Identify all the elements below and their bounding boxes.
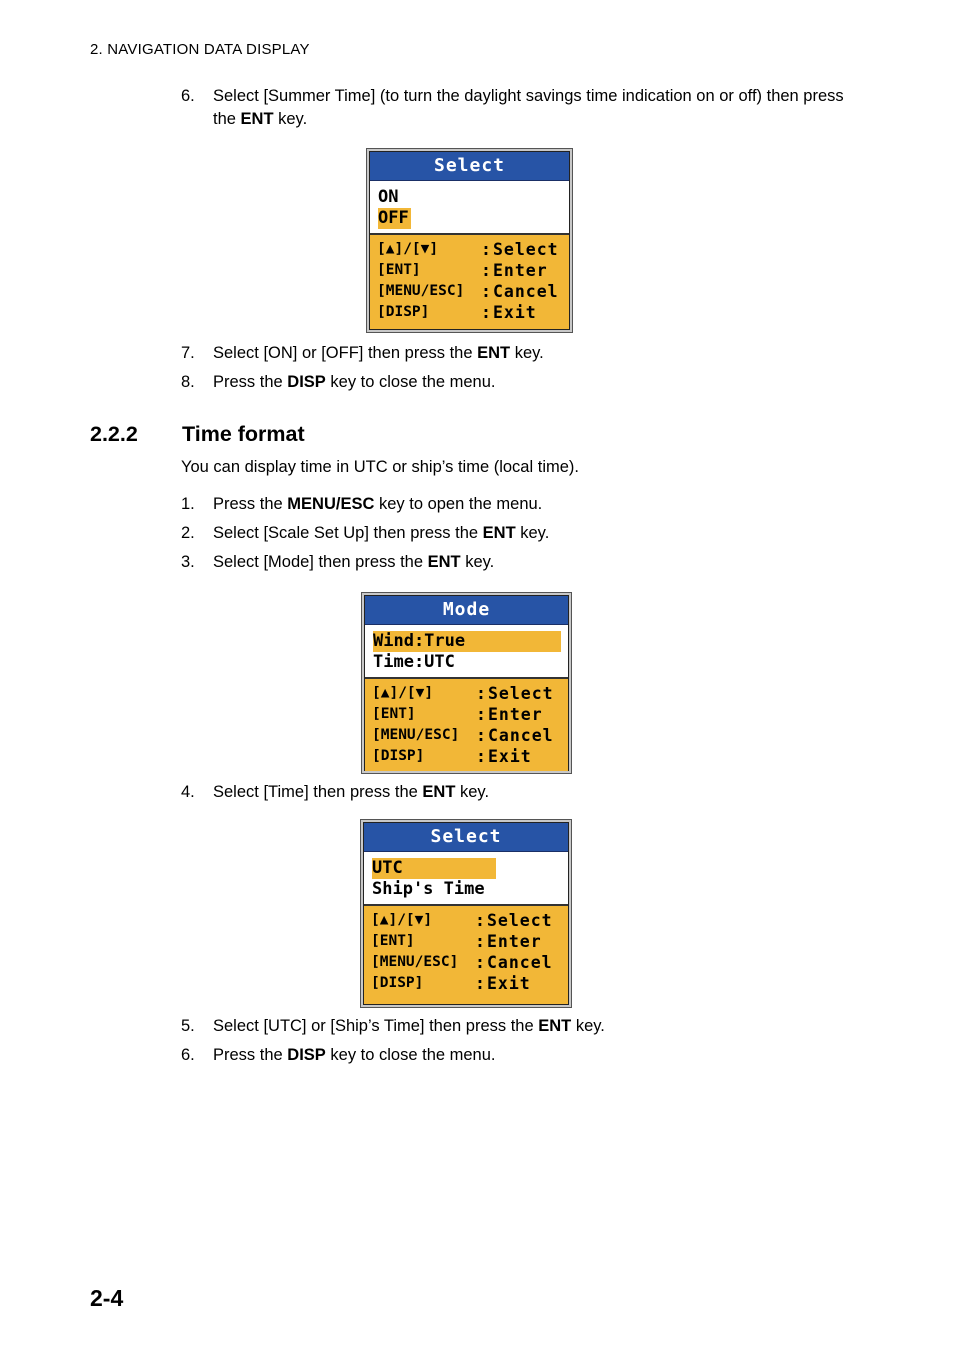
screen-title: Select: [370, 152, 569, 181]
section-title: Time format: [182, 422, 305, 446]
key-guide-row: [DISP] : Exit: [372, 747, 532, 766]
key-guide: [370, 235, 569, 329]
section-number: 2.2.2: [90, 422, 138, 446]
screen-title: Mode: [365, 596, 568, 625]
key-guide-row: [MENU/ESC] : Cancel: [372, 726, 554, 745]
step-2: 2. Select [Scale Set Up] then press the ENT key.: [181, 524, 550, 542]
section-heading: [90, 422, 305, 447]
step-6-summer-time: [181, 85, 861, 131]
key-guide-row: [MENU/ESC] : Cancel: [371, 953, 553, 972]
time-select-screen: [360, 819, 572, 1008]
running-header: 2. NAVIGATION DATA DISPLAY: [90, 41, 310, 58]
key-guide-row: [MENU/ESC] : Cancel: [377, 282, 559, 301]
option-list: [370, 181, 569, 235]
screen-title: Select: [364, 823, 568, 852]
option-list: [365, 625, 568, 679]
key-guide-row: [▲]/[▼] : Select: [372, 684, 554, 703]
option-wind[interactable]: Wind:True: [373, 631, 560, 652]
step-7: 7. Select [ON] or [OFF] then press the ENT key.: [181, 344, 544, 362]
key-guide-row: [ENT] : Enter: [372, 705, 543, 724]
step-5: 5. Select [UTC] or [Ship’s Time] then press the ENT key.: [181, 1017, 605, 1035]
page-number: 2-4: [90, 1285, 124, 1311]
option-on[interactable]: ON: [378, 187, 399, 207]
key-guide-row: [ENT] : Enter: [371, 932, 542, 951]
key-guide-row: [DISP] : Exit: [377, 303, 537, 322]
step-8: 8. Press the DISP key to close the menu.: [181, 373, 496, 391]
key-guide: [365, 679, 568, 771]
key-guide-row: [DISP] : Exit: [371, 974, 531, 993]
step-text: Select [Summer Time] (to turn the daylight savings time indication on or off) then press the ENT key.: [213, 87, 844, 128]
section-intro: You can display time in UTC or ship’s time (local time).: [181, 458, 579, 476]
step-4: 4. Select [Time] then press the ENT key.: [181, 783, 490, 801]
key-guide-row: [▲]/[▼] : Select: [371, 911, 553, 930]
summer-time-select-screen: [366, 148, 573, 333]
key-guide-row: [ENT] : Enter: [377, 261, 548, 280]
step-number: 6.: [181, 87, 195, 105]
mode-screen: [361, 592, 572, 774]
option-off[interactable]: OFF: [378, 208, 409, 228]
step-3: 3. Select [Mode] then press the ENT key.: [181, 553, 495, 571]
option-list: [364, 852, 568, 906]
step-6-close: 6. Press the DISP key to close the menu.: [181, 1046, 496, 1064]
key-guide: [364, 906, 568, 1004]
option-ships-time[interactable]: Ship's Time: [372, 879, 485, 899]
key-guide-row: [▲]/[▼] : Select: [377, 240, 559, 259]
option-utc[interactable]: UTC: [372, 858, 560, 879]
step-1: 1. Press the MENU/ESC key to open the menu.: [181, 495, 543, 513]
option-time[interactable]: Time:UTC: [373, 652, 455, 672]
